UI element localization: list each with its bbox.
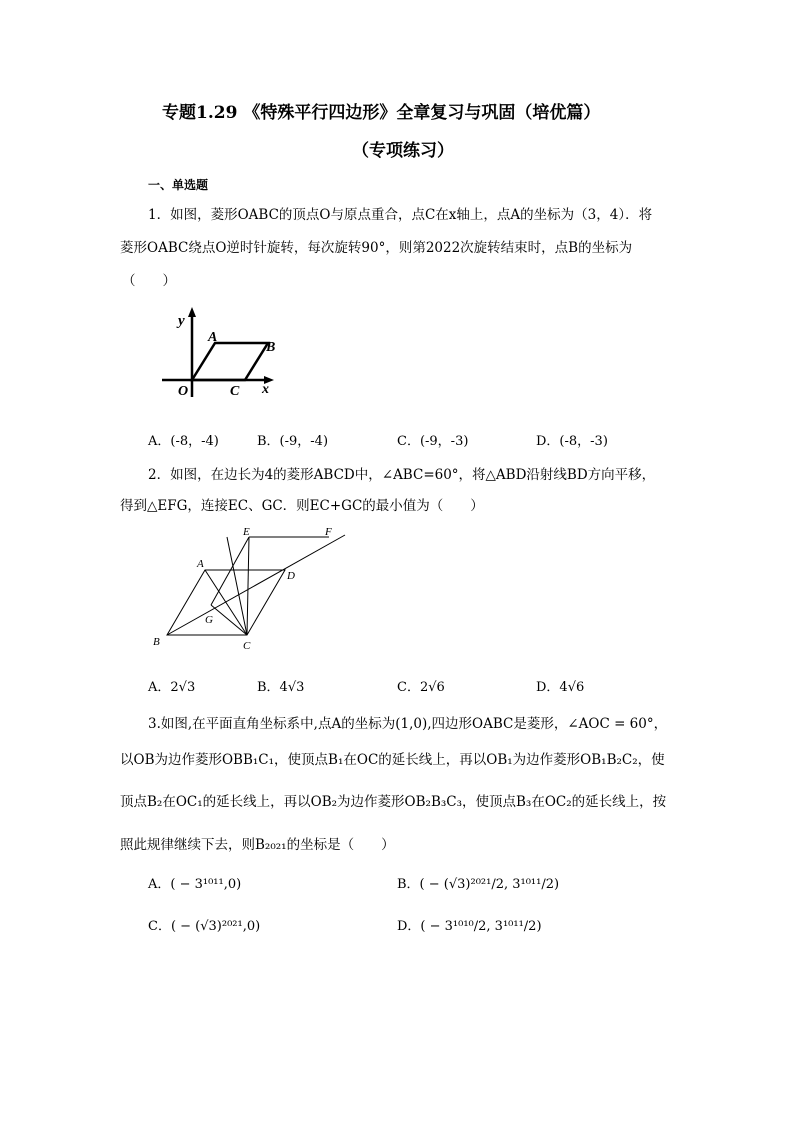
q1-option-d[interactable]: D．(-8，-3): [536, 434, 608, 449]
q1-option-c[interactable]: C．(-9，-3): [397, 434, 469, 449]
q1-y-arrow: [188, 307, 196, 317]
q1-label-O: O: [178, 384, 189, 399]
q3-text-line-3: 顶点B₂在OC₁的延长线上，再以OB₂为边作菱形OB₂B₃C₃，使顶点B₃在OC₂的延长线上，按: [120, 794, 667, 810]
q1-option-a[interactable]: A．(-8，-4): [148, 434, 219, 449]
q2-label-G: G: [205, 614, 213, 626]
q3-option-c[interactable]: C．( − (√3)²⁰²¹,0): [148, 919, 261, 934]
q3-option-d[interactable]: D．( − 3¹⁰¹⁰/2, 3¹⁰¹¹/2): [397, 919, 542, 934]
q2-label-C: C: [243, 640, 251, 652]
page-title: 专题1.29 《特殊平行四边形》全章复习与巩固（培优篇）: [162, 103, 601, 123]
section-heading: 一、单选题: [148, 178, 209, 192]
q2-label-A: A: [197, 558, 204, 570]
q3-option-a[interactable]: A．( − 3¹⁰¹¹,0): [148, 877, 242, 892]
q3-text-line-4: 照此规律继续下去，则B₂₀₂₁的坐标是（ ）: [120, 837, 395, 853]
q2-option-d[interactable]: D．4√6: [536, 680, 585, 695]
q1-text-line-1: 1．如图，菱形OABC的顶点O与原点重合，点C在x轴上，点A的坐标为（3，4）．将: [148, 207, 653, 223]
q2-option-b[interactable]: B．4√3: [257, 680, 305, 695]
q1-label-A: A: [208, 330, 218, 345]
q3-option-b[interactable]: B．( − (√3)²⁰²¹/2, 3¹⁰¹¹/2): [397, 877, 560, 892]
q1-text-line-2: 菱形OABC绕点O逆时针旋转，每次旋转90°，则第2022次旋转结束时，点B的坐标为: [120, 240, 633, 256]
page-subtitle: （专项练习）: [352, 141, 454, 161]
q2-label-B: B: [153, 636, 160, 648]
q2-segment-eg: [211, 537, 249, 605]
q2-option-c[interactable]: C．2√6: [397, 680, 445, 695]
q3-text-line-1: 3.如图,在平面直角坐标系中,点A的坐标为(1,0),四边形OABC是菱形，∠AOC = 60°，: [148, 716, 668, 732]
q2-figure: [145, 525, 355, 655]
q2-option-a[interactable]: A．2√3: [148, 680, 196, 695]
q2-segment-ec: [247, 537, 249, 635]
q1-label-y: y: [178, 313, 185, 329]
q1-figure: [160, 305, 290, 405]
q1-label-B: B: [266, 340, 276, 355]
q2-text-line-2: 得到△EFG，连接EC、GC．则EC+GC的最小值为（ ）: [120, 498, 484, 514]
q2-label-E: E: [243, 526, 250, 538]
q1-option-b[interactable]: B．(-9，-4): [257, 434, 329, 449]
q2-label-F: F: [325, 526, 332, 538]
q3-text-line-2: 以OB为边作菱形OBB₁C₁，使顶点B₁在OC的延长线上，再以OB₁为边作菱形OB₁B₂C₂，使: [120, 752, 665, 768]
q2-text-line-1: 2．如图，在边长为4的菱形ABCD中，∠ABC=60°，将△ABD沿射线BD方向平移，: [148, 467, 656, 483]
q1-label-C: C: [230, 384, 240, 399]
q1-text-line-3: （ ）: [122, 273, 176, 289]
q1-rhombus: [192, 343, 268, 380]
q2-label-D: D: [287, 570, 295, 582]
q1-label-x: x: [262, 382, 269, 397]
